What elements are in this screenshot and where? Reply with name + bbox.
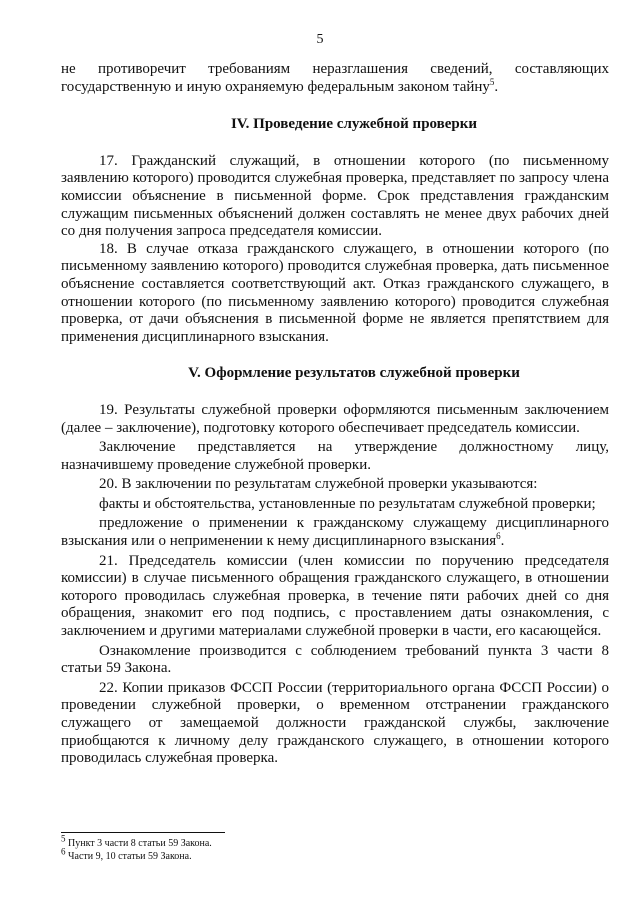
lead-paragraph: [61, 61, 609, 96]
footnote-6: [61, 846, 192, 863]
paragraph-21: 21. Председатель комиссии (член комиссии по поручению председателя комиссии) в случае письменного обращения гражданского служащего, в отношении которого проводилась служебная проверка, в течение пяти рабочих дней со дня обращения, знакомит его под подпись, с проставлением даты ознакомления, с заключением и другими материалами служебной проверки в части, его касающейся.: [61, 552, 609, 640]
lead-paragraph-tail: .: [494, 78, 499, 95]
paragraph-18: 18. В случае отказа гражданского служащего, в отношении которого (по письменному заявлению которого) проводится служебная проверка, дать письменное объяснение составляется соответствующий акт. Отказ гражданского служащего, в отношении которого (по письменному заявлению которого) проводится служебная проверка, от дачи объяснения в письменной форме не является препятствием для применения дисциплинарного взыскания.: [61, 240, 609, 345]
paragraph-20-proposal-text: предложение о применении к гражданскому служащему дисциплинарного взыскания или о неприменении к нему дисциплинарного взыскания: [61, 515, 609, 550]
footnote-5: [61, 833, 212, 850]
paragraph-20-proposal-tail: .: [500, 533, 505, 550]
section-heading-4: IV. Проведение служебной проверки: [230, 116, 478, 133]
footnote-5-number: 5: [61, 833, 66, 844]
paragraph-20: 20. В заключении по результатам служебной проверки указываются:: [99, 476, 538, 493]
paragraph-21-review: Ознакомление производится с соблюдением требований пункта 3 части 8 статьи 59 Закона.: [61, 642, 609, 677]
footnote-ref-5: 5: [489, 76, 495, 87]
paragraph-20-facts: факты и обстоятельства, установленные по результатам служебной проверки;: [99, 495, 596, 512]
document-body: [61, 61, 609, 768]
paragraph-17: 17. Гражданский служащий, в отношении которого (по письменному заявлению которого) проводится служебная проверка, представляет по запросу члена комиссии объяснение в письменной форме. Срок представления гражданским служащим письменных объяснений должен составлять не менее двух рабочих дней со дня получения запроса председателя комиссии.: [61, 152, 609, 240]
section-heading-5: V. Оформление результатов служебной проверки: [188, 365, 520, 382]
footnote-ref-6: 6: [496, 531, 501, 542]
lead-paragraph-text: не противоречит требованиям неразглашения сведений, составляющих государственную и иную охраняемую федеральным законом тайну: [61, 61, 609, 95]
paragraph-19: 19. Результаты служебной проверки оформляются письменным заключением (далее – заключение), подготовку которого обеспечивает председатель комиссии.: [61, 401, 609, 436]
footnote-6-number: 6: [61, 846, 66, 857]
footnote-5-text: Пункт 3 части 8 статьи 59 Закона.: [68, 838, 212, 849]
footnote-6-text: Части 9, 10 статьи 59 Закона.: [68, 851, 192, 862]
paragraph-20-proposal: [61, 515, 609, 550]
paragraph-22: 22. Копии приказов ФССП России (территориального органа ФССП России) о проведении служебной проверки, о временном отстранении гражданского служащего от замещаемой должности гражданской службы, заключение приобщаются к личному делу гражданского служащего, в отношении которого проводилась служебная проверка.: [61, 679, 609, 767]
paragraph-19-approval: Заключение представляется на утверждение должностному лицу, назначившему проведение служебной проверки.: [61, 439, 609, 473]
page-number: 5: [316, 32, 324, 47]
footnote-separator: [61, 832, 225, 833]
